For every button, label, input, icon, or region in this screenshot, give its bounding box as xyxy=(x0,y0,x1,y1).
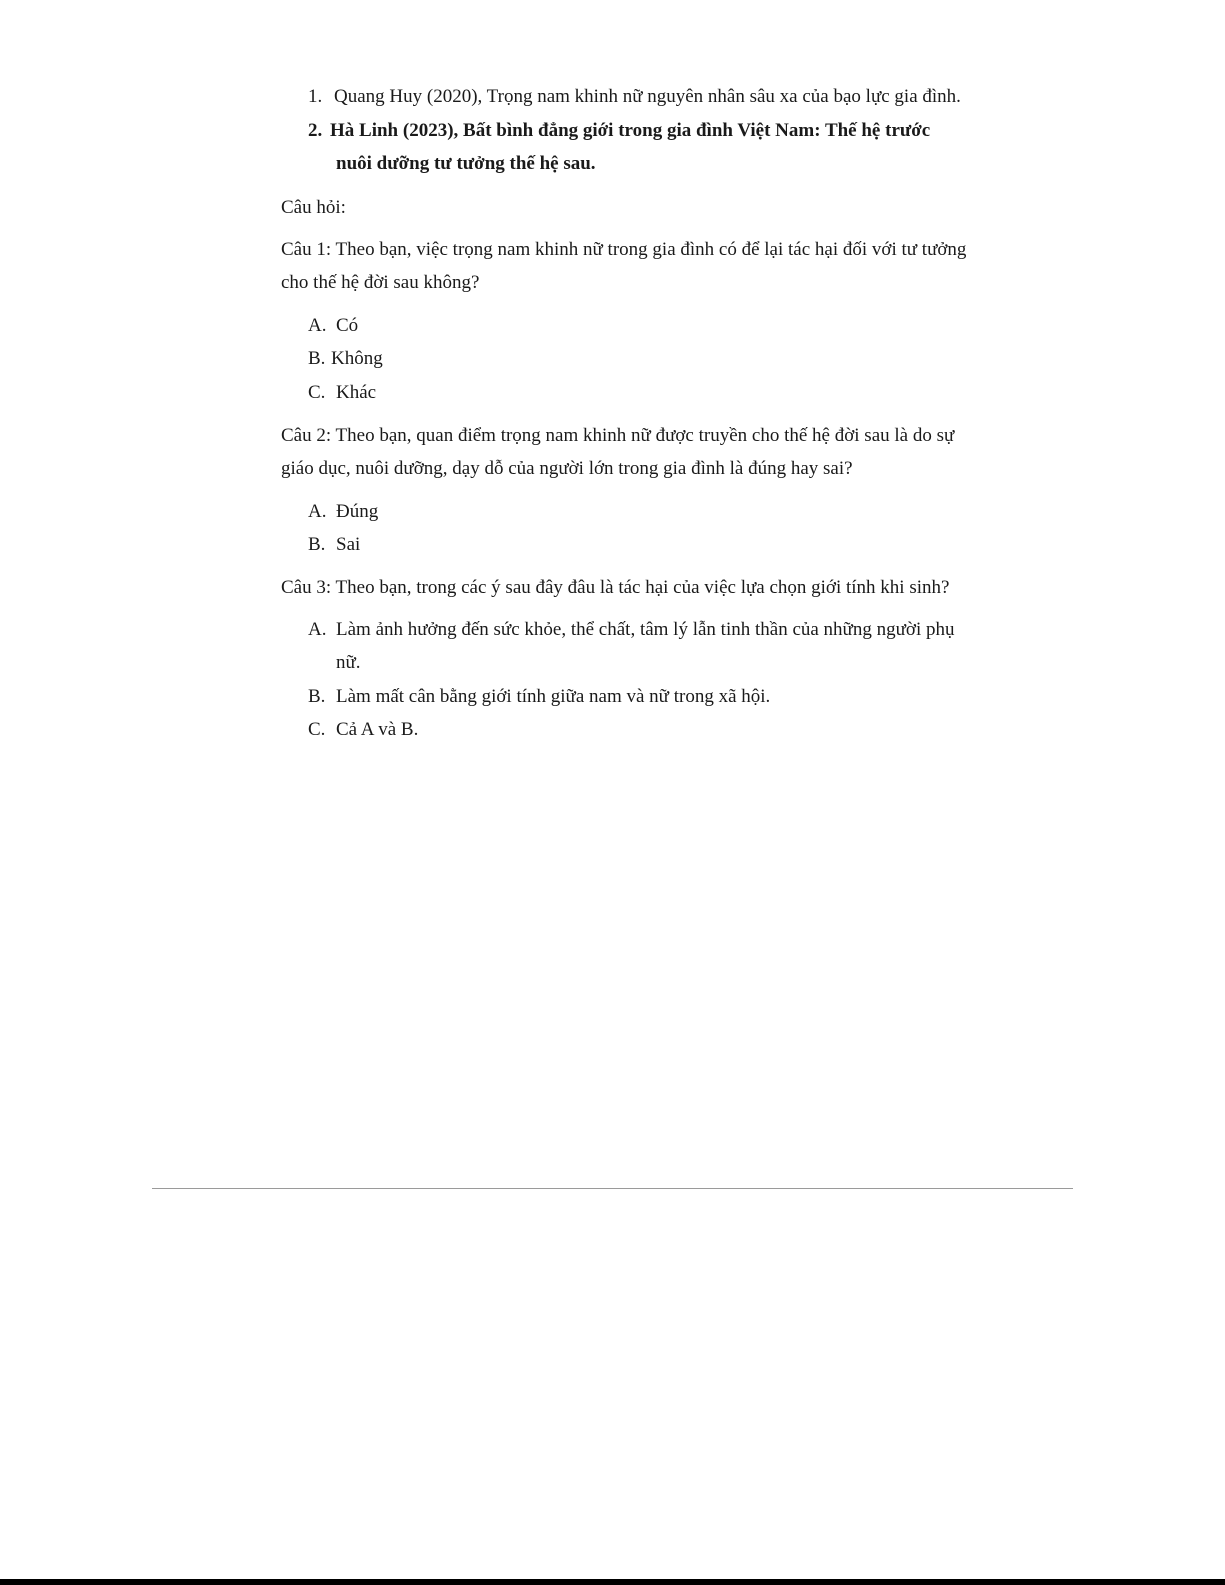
option-marker: C. xyxy=(308,382,326,403)
list-marker: 2. xyxy=(308,120,323,141)
q3-option-b xyxy=(308,685,770,709)
option-text: Có xyxy=(336,315,359,336)
option-text: nữ. xyxy=(336,652,361,673)
reference-text: Hà Linh (2023), Bất bình đẳng giới trong gia đình Việt Nam: Thế hệ trước xyxy=(330,120,931,141)
q2-option-b xyxy=(308,533,360,557)
q3-option-a xyxy=(308,618,954,642)
question-3-text: Câu 3: Theo bạn, trong các ý sau đây đâu là tác hại của việc lựa chọn giới tính khi sinh? xyxy=(281,577,950,598)
reference-item-2 xyxy=(308,119,930,143)
page-bottom-border xyxy=(0,1579,1225,1585)
questions-heading: Câu hỏi: xyxy=(281,197,346,218)
q3-option-c xyxy=(308,718,418,742)
question-1-text-continued: cho thế hệ đời sau không? xyxy=(281,272,480,293)
option-text: Sai xyxy=(336,534,361,555)
option-marker: C. xyxy=(308,719,326,740)
q1-option-b xyxy=(308,347,383,371)
option-marker: B. xyxy=(308,348,326,369)
option-marker: B. xyxy=(308,534,326,555)
option-text: Không xyxy=(331,348,383,369)
option-text: Khác xyxy=(336,382,377,403)
question-1-text: Câu 1: Theo bạn, việc trọng nam khinh nữ trong gia đình có để lại tác hại đối với tư tưởng xyxy=(281,239,967,260)
option-text: Cả A và B. xyxy=(336,719,419,740)
option-marker: A. xyxy=(308,619,327,640)
option-marker: A. xyxy=(308,315,327,336)
q3-option-a-continued xyxy=(336,651,361,675)
option-marker: A. xyxy=(308,501,327,522)
page-separator xyxy=(152,1188,1073,1189)
reference-item-2-continued xyxy=(336,152,596,176)
option-text: Làm mất cân bằng giới tính giữa nam và nữ trong xã hội. xyxy=(336,686,771,707)
q2-option-a xyxy=(308,500,378,524)
option-marker: B. xyxy=(308,686,326,707)
option-text: Làm ảnh hưởng đến sức khỏe, thể chất, tâm lý lẫn tinh thần của những người phụ xyxy=(336,619,955,640)
reference-item-1 xyxy=(308,85,961,109)
option-text: Đúng xyxy=(336,501,379,522)
q1-option-a xyxy=(308,314,358,338)
reference-text: nuôi dưỡng tư tưởng thế hệ sau. xyxy=(336,153,596,174)
question-2-text-continued: giáo dục, nuôi dưỡng, dạy dỗ của người lớn trong gia đình là đúng hay sai? xyxy=(281,458,853,479)
reference-text: Quang Huy (2020), Trọng nam khinh nữ nguyên nhân sâu xa của bạo lực gia đình. xyxy=(334,86,961,107)
q1-option-c xyxy=(308,381,376,405)
list-marker: 1. xyxy=(308,86,323,107)
question-2-text: Câu 2: Theo bạn, quan điểm trọng nam khinh nữ được truyền cho thế hệ đời sau là do sự xyxy=(281,425,955,446)
